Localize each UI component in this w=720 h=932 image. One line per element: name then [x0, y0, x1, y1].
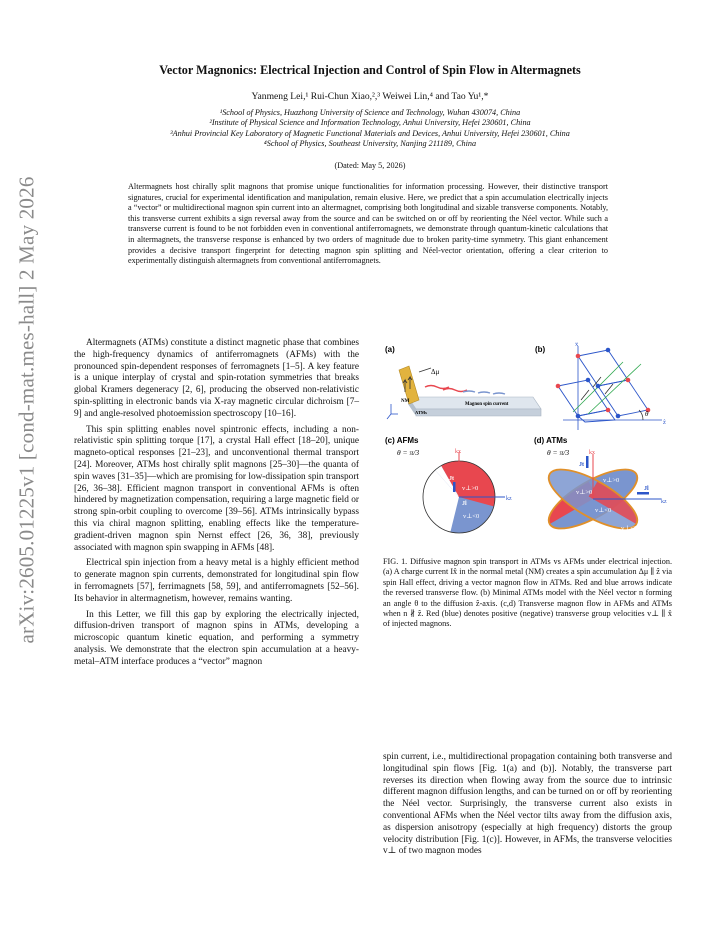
theta-c: θ = π/3	[397, 448, 420, 457]
jt-label-c: Jt	[449, 476, 454, 482]
vneg-label-c: v⊥<0	[463, 513, 480, 520]
jt-arrow-d	[586, 456, 589, 468]
jt-label-d: Jt	[579, 462, 584, 468]
paragraph: This spin splitting enables novel spintronic effects, including a non-relativistic spin splitting torque [17], a crystal Hall effect [18–20], unique magneto-optical responses [21–23], and unconventional thermal transport [24]. Moreover, ATMs host chirally split magnons [25–30]—the quanta of spin waves [31–35]—which are promising for low-dissipation spin transport [26, 36–38]. Efficient magnon transport in conventional AFMs is often hindered by magnetization compensation, requiring a large magnetic field or strong spin-orbit coupling to overcome [39–56]. ATMs intrinsically bypass this via chiral magnon splitting, enabling effects like the temperature-gradient-driven magnon spin Nernst effect [26, 36, 38], previously associated with magnon spin swapping in AFMs [48].	[74, 424, 359, 553]
kx-label-c: kx	[455, 449, 461, 455]
affiliations	[60, 108, 680, 150]
paragraph: In this Letter, we fill this gap by exploring the electrically injected, diffusion-driven transport of magnon spins in ATMs, developing a microscopic quantum kinetic equation, and performing a symmetry analysis. We demonstrate that the electron spin accumulation at a heavy-metal–ATM interface produces a “vector” magnon	[74, 609, 359, 667]
vpos-label-c: v⊥>0	[462, 485, 479, 492]
vpos-label-d2: v⊥>0	[576, 489, 593, 496]
magnon-current-label: Magnon spin current	[465, 402, 509, 407]
theta-d: θ = π/3	[547, 448, 570, 457]
atm-slab-front	[416, 409, 541, 416]
affiliation: ⁴School of Physics, Southeast University, Nanjing 211189, China	[263, 139, 477, 149]
jl-arrow-d	[637, 492, 649, 495]
date-line: (Dated: May 5, 2026)	[334, 161, 406, 170]
kz-label-d: kz	[661, 499, 667, 505]
panel-d-label: (d) ATMs	[534, 436, 568, 445]
vneg-label-d1: v⊥<0	[595, 507, 612, 514]
delta-mu-label: Δμ	[431, 368, 440, 376]
nm-label: NM	[401, 399, 410, 404]
vpos-label-d1: v⊥>0	[603, 477, 620, 484]
kz-label-c: kz	[506, 496, 512, 502]
right-column	[383, 752, 672, 858]
paragraph: Altermagnets (ATMs) constitute a distinct magnetic phase that combines the high-frequency dynamics of antiferromagnets (AFMs) with the pronounced spin-dependent responses of ferromagnets [1–5]. A key feature is a unique interplay of crystal and spin-rotation symmetries that breaks global Kramers degeneracy [2, 6], producing the observed non-relativistic spin-splitting in electronic bands via X-ray magnetic circular dichroism [7–9] and angle-resolved photoemission spectroscopy [10–16].	[74, 338, 359, 419]
affiliation: ³Anhui Provincial Key Laboratory of Magnetic Functional Materials and Devices, Anhui University, Hefei 230601, China	[170, 128, 570, 138]
jt-arrow-c	[453, 482, 456, 492]
left-column	[74, 338, 359, 669]
kx-label-d: kx	[589, 450, 595, 456]
figure-1	[383, 342, 672, 547]
jl-label-c: Jl	[462, 501, 467, 507]
paragraph: spin current, i.e., multidirectional propagation containing both transverse and longitudinal spin flows [Fig. 1(a) and (b)]. Notably, the transverse part reverses its direction when flowing away from the source due to intrinsic different magnon diffusion lengths, and can be turned on or off by reorienting the Néel vector. Surprisingly, the transverse current also exists in conventional AFMs when the Néel vector tilts away from the diffusion axis, as dispersion anisotropy (especially at high frequency) distorts the group velocity distribution [Fig. 1(c)]. However, in AFMs, the transverse velocities v⊥ of two magnon modes	[383, 752, 672, 857]
panel-a-label: (a)	[385, 345, 395, 354]
atms-label: ATMs	[415, 410, 427, 415]
arxiv-stamp: arXiv:2605.01225v1 [cond-mat.mes-hall] 2 May 2026	[14, 176, 39, 644]
panel-b-label: (b)	[535, 345, 546, 354]
z-axis-label: ẑ	[663, 419, 666, 426]
paper-title: Vector Magnonics: Electrical Injection and Control of Spin Flow in Altermagnets	[159, 63, 581, 77]
theta-label: θ	[645, 410, 649, 418]
magnon-flow-arrows	[425, 386, 505, 395]
delta-mu-pointer	[419, 368, 431, 372]
author-list: Yanmeng Lei,¹ Rui-Chun Xiao,²,³ Weiwei Lin,⁴ and Tao Yu¹,*	[251, 91, 489, 102]
panel-c-label: (c) AFMs	[385, 436, 419, 445]
axes-a	[387, 404, 398, 419]
affiliation: ²Institute of Physical Science and Information Technology, Anhui University, Hefei 230601, China	[209, 118, 531, 128]
x-axis-label: x̂	[575, 342, 579, 348]
paragraph: Electrical spin injection from a heavy metal is a highly efficient method to generate magnon spin currents, demonstrated for longitudinal spin flow in ferromagnets [57], ferrimagnets [58, 59], and antiferromagnets [52–56]. Its behavior in altermagnetism, however, remains wanting.	[74, 558, 359, 604]
affiliation: ¹School of Physics, Huazhong University of Science and Technology, Wuhan 430074, China	[219, 108, 521, 117]
vneg-label-d2: v⊥<0	[621, 525, 638, 532]
figure-caption: FIG. 1. Diffusive magnon spin transport in ATMs vs AFMs under electrical injection. (a) A charge current Ix̂ in the normal metal (NM) creates a spin accumulation Δμ ∥ ẑ via spin Hall effect, driving a vector magnon flow in ATMs. Red and blue arrows indicate the reversed transverse flow. (b) Minimal ATMs model with the Néel vector n forming an angle θ to the diffusion ẑ-axis. (c,d) Transverse magnon flow in AFMs and ATMs when n ∦ ẑ. Red (blue) denotes positive (negative) transverse group velocities v⊥ ∥ x̂ of injected magnons.	[383, 557, 672, 629]
jl-label-d: Jl	[644, 486, 649, 492]
figure-1-graphic	[383, 342, 672, 547]
abstract: Altermagnets host chirally split magnons that promise unique functionalities for information processing. However, their distinctive transport signatures, crucial for experimental identification and manipulation, remain elusive. Here, we predict that a spin accumulation electrically injects a “vector” or multidirectional magnon spin current into an altermagnet, comprising both longitudinal and sizable transverse components. Notably, this transverse current exhibits a sign reversal away from the source and can be switched on or off by reorienting the Néel vector. While such a transverse current is found to be not forbidden even in conventional antiferromagnets, we demonstrate through quantum-kinetic calculations that in altermagnets, the transverse response is enhanced by two orders of magnitude due to broken parity-time symmetry. This giant enhancement provides a decisive transport fingerprint for detecting magnon spin splitting and Néel-vector orientation, offering a clear criterion to experimentally distinguish altermagnets from conventional antiferromagnets.	[128, 182, 608, 266]
